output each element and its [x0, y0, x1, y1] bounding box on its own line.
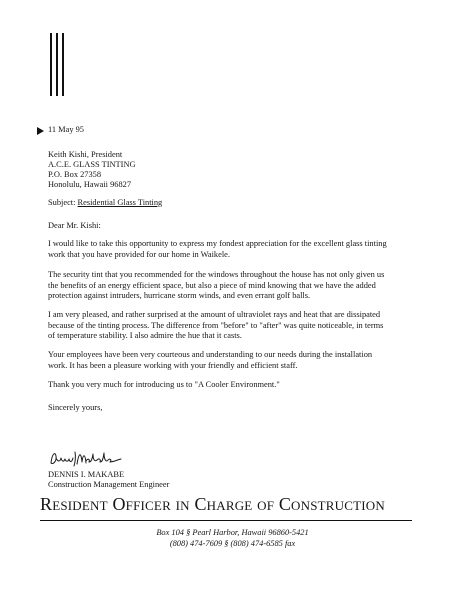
recipient-po-box: P.O. Box 27358 [48, 170, 102, 179]
paragraph-line: Thank you very much for introducing us to "A Cooler Environment." [48, 380, 280, 389]
paragraph-line: the benefits of an energy efficient space, but also a piece of mind knowing that we have the added [48, 280, 376, 290]
recipient-company: A.C.E. GLASS TINTING [48, 160, 136, 169]
paragraph-line: work. It has been a pleasure working with your friendly and efficient staff. [48, 360, 298, 370]
paragraph-5 [48, 380, 433, 391]
subject-line [48, 198, 162, 209]
letterhead-rule [40, 520, 412, 521]
signer-title: Construction Management Engineer [48, 480, 170, 489]
paragraph-line: I would like to take this opportunity to express my fondest appreciation for the excellent glass tinting [48, 239, 387, 248]
margin-marker-lines [50, 33, 70, 96]
signer-name: DENNIS I. MAKABE [48, 470, 125, 479]
paragraph-line: The security tint that you recommended for the windows throughout the house has not only given us [48, 270, 385, 279]
signature-image [49, 448, 131, 468]
salutation: Dear Mr. Kishi: [48, 221, 101, 230]
recipient-city: Honolulu, Hawaii 96827 [48, 180, 132, 189]
paragraph-line: I am very pleased, and rather surprised at the amount of ultraviolet rays and heat that are dissipated [48, 310, 381, 319]
recipient-name: Keith Kishi, President [48, 150, 123, 159]
paragraph-line: work that you have provided for our home in Waikele. [48, 249, 230, 259]
paragraph-1 [48, 239, 433, 260]
subject-label: Subject: [48, 198, 76, 207]
paragraph-line: of temperature stability. I also admire the hue that it casts. [48, 331, 242, 341]
subject-value: Residential Glass Tinting [77, 198, 163, 207]
paragraph-line: because of the tinting process. The difference from "before" to "after" was quite noticeable, in terms [48, 320, 384, 330]
closing: Sincerely yours, [48, 403, 103, 412]
paragraph-line: Your employees have been very courteous and understanding to our needs during the installation [48, 350, 373, 359]
paragraph-4 [48, 350, 433, 371]
date-arrow-icon [37, 127, 44, 135]
letterhead-org: Resident Officer in Charge of Construction [40, 494, 385, 514]
letterhead-phone: (808) 474-7609 § (808) 474-6585 fax [169, 539, 296, 548]
letterhead-address: Box 104 § Pearl Harbor, Hawaii 96860-5421 [156, 528, 309, 537]
paragraph-line: protection against intruders, hurricane storm winds, and even errant golf balls. [48, 291, 311, 301]
letter-date: 11 May 95 [48, 125, 84, 134]
paragraph-3 [48, 310, 433, 342]
paragraph-2 [48, 270, 433, 302]
